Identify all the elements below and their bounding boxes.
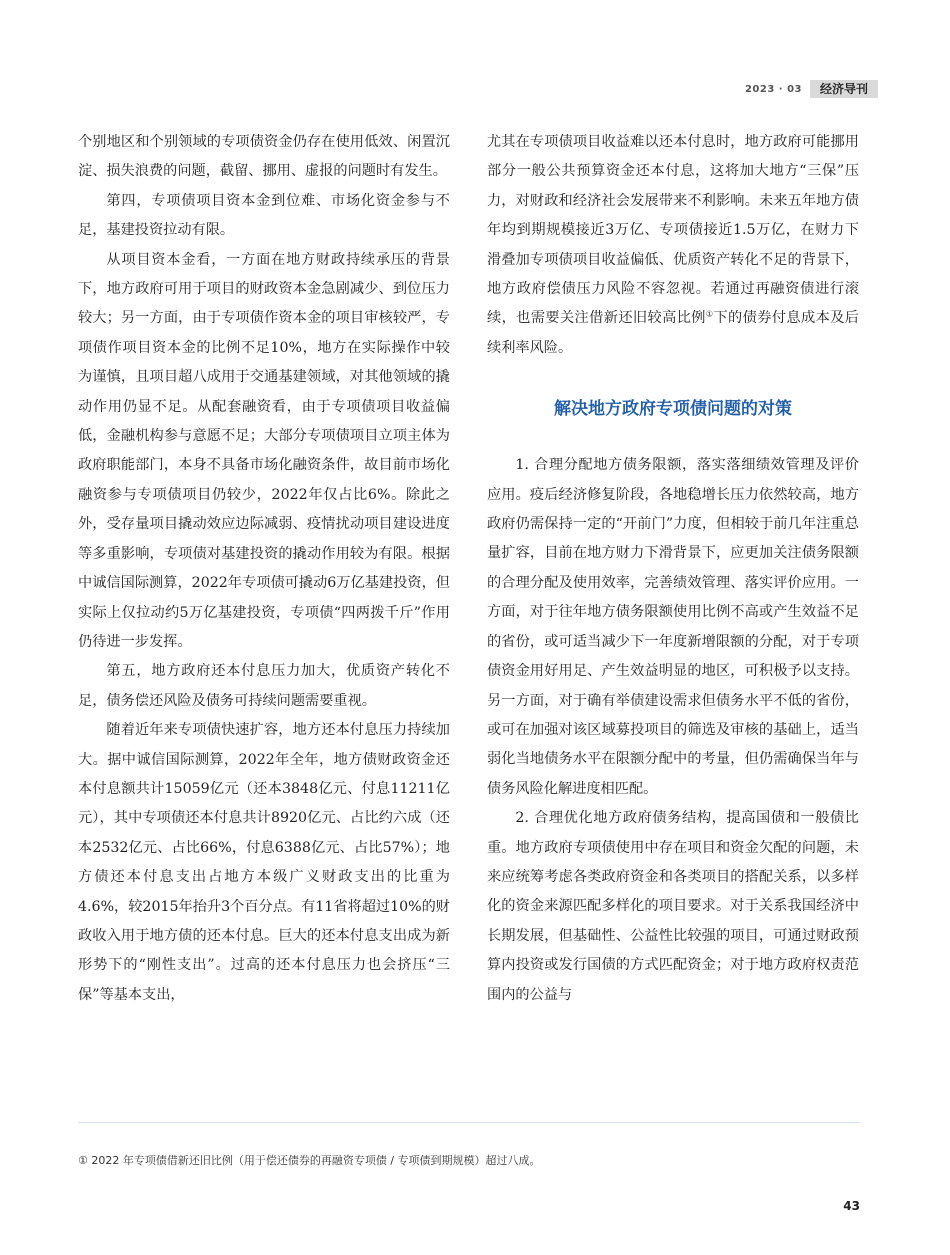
paragraph (487, 128, 859, 363)
right-column (487, 128, 859, 1010)
paragraph: 从项目资本金看，一方面在地方财政持续承压的背景下，地方政府可用于项目的财政资本金急剧减少、到位压力较大；另一方面，由于专项债作资本金的项目审核较严，专项债作项目资本金的比例不足10%，地方在实际操作中较为谨慎，且项目超八成用于交通基建领域，对其他领域的撬动作用仍显不足。从配套融资看，由于专项债项目收益偏低，金融机构参与意愿不足；大部分专项债项目立项主体为政府职能部门，本身不具备市场化融资条件，故目前市场化融资参与专项债项目仍较少，2022年仅占比6%。除此之外，受存量项目撬动效应边际减弱、疫情扰动项目建设进度等多重影响，专项债对基建投资的撬动作用较为有限。根据中诚信国际测算，2022年专项债可撬动6万亿基建投资，但实际上仅拉动约5万亿基建投资，专项债“四两拨千斤”作用仍待进一步发挥。 (78, 251, 450, 650)
paragraph-text: 下的债券付息成本及后续利率风险。 (487, 310, 859, 356)
left-column (78, 128, 450, 1010)
paragraph: 2. 合理优化地方政府债务结构，提高国债和一般债比重。地方政府专项债使用中存在项目和资金欠配的问题，未来应统筹考虑各类政府资金和各类项目的搭配关系，以多样化的资金来源匹配多样化的项目要求。对于关系我国经济中长期发展，但基础性、公益性比较强的项目，可通过财政预算内投资或发行国债的方式匹配资金；对于地方政府权责范围内的公益与 (487, 810, 859, 1003)
paragraph: 个别地区和个别领域的专项债资金仍存在使用低效、闲置沉淀、损失浪费的问题，截留、挪用、虚报的问题时有发生。 (78, 134, 450, 180)
issue-date: 2023 · 03 (744, 83, 802, 95)
paragraph: 1. 合理分配地方债务限额，落实落细绩效管理及评价应用。疫后经济修复阶段，各地稳增长压力依然较高，地方政府仍需保持一定的“开前门”力度，但相较于前几年注重总量扩容，目前在地方财力下滑背景下，应更加关注债务限额的合理分配及使用效率，完善绩效管理、落实评价应用。一方面，对于往年地方债务限额使用比例不高或产生效益不足的省份，或可适当减少下一年度新增限额的分配，对于专项债资金用好用足、产生效益明显的地区，可积极予以支持。另一方面，对于确有举债建设需求但债务水平不低的省份，或可在加强对该区域募投项目的筛选及审核的基础上，适当弱化当地债务水平在限额分配中的考量，但仍需确保当年与债务风险化解进度相匹配。 (487, 457, 859, 797)
paragraph-text: 尤其在专项债项目收益难以还本付息时，地方政府可能挪用部分一般公共预算资金还本付息，这将加大地方“三保”压力，对财政和经济社会发展带来不利影响。未来五年地方债年均到期规模接近3万亿、专项债接近1.5万亿，在财力下滑叠加专项债项目收益偏低、优质资产转化不足的背景下，地方政府偿债压力风险不容忽视。若通过再融资债进行滚续，也需要关注借新还旧较高比例 (487, 134, 859, 327)
paragraph: 第四，专项债项目资本金到位难、市场化资金参与不足，基建投资拉动有限。 (78, 192, 450, 239)
paragraph: 第五，地方政府还本付息压力加大，优质资产转化不足，债务偿还风险及债务可持续问题需要重视。 (78, 663, 450, 709)
paragraph: 随着近年来专项债快速扩容，地方还本付息压力持续加大。据中诚信国际测算，2022年全年，地方债财政资金还本付息额共计15059亿元（还本3848亿元、付息11211亿元），其中专项债还本付息共计8920亿元、占比约六成（还本2532亿元、占比66%，付息6388亿元、占比57%）；地方债还本付息支出占地方本级广义财政支出的比重为4.6%，较2015年抬升3个百分点。有11省将超过10%的财政收入用于地方债的还本付息。巨大的还本付息支出成为新形势下的“刚性支出”。过高的还本付息压力也会挤压“三保”等基本支出， (78, 722, 450, 1003)
running-header (745, 80, 878, 98)
section-title: 解决地方政府专项债问题的对策 (554, 399, 792, 420)
footnote: ① 2022 年专项债借新还旧比例（用于偿还债券的再融资专项债 / 专项债到期规模）超过八成。 (78, 1154, 541, 1167)
footnote-divider (78, 1122, 860, 1123)
footnote-marker: ① (705, 309, 714, 319)
page-number: 43 (843, 1199, 860, 1213)
journal-title: 经济导刊 (810, 80, 878, 98)
